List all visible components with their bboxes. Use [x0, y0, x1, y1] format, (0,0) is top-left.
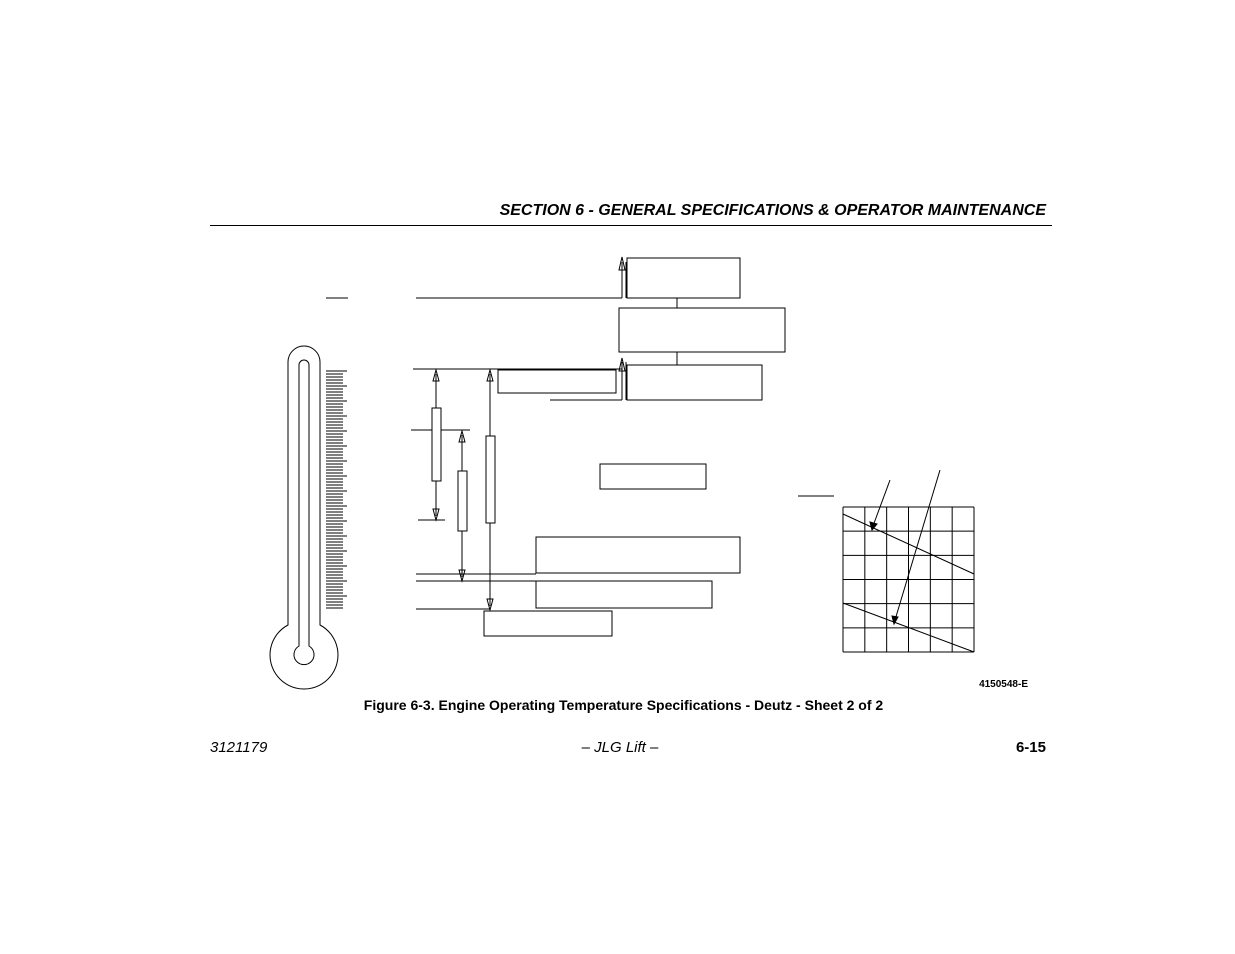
leader-line [873, 480, 890, 526]
label-box [627, 258, 740, 298]
label-box [536, 581, 712, 608]
range-bar [458, 471, 467, 531]
label-box [619, 308, 785, 352]
footer-center: – JLG Lift – [581, 739, 659, 756]
label-box [627, 365, 762, 400]
grid-chart [843, 507, 974, 652]
section-header: SECTION 6 - GENERAL SPECIFICATIONS & OPERATOR MAINTENANCE [499, 202, 1046, 219]
label-box [498, 370, 616, 393]
thermometer-bore [294, 360, 314, 665]
thermometer-scale [326, 371, 347, 608]
label-box [484, 611, 612, 636]
leader-line [895, 470, 940, 620]
label-box [600, 464, 706, 489]
doc-number: 3121179 [210, 739, 268, 756]
label-box [536, 537, 740, 573]
range-bar [432, 408, 441, 481]
page-number: 6-15 [1015, 739, 1046, 756]
range-bar [486, 436, 495, 523]
figure-code: 4150548-E [979, 679, 1028, 690]
figure-caption: Figure 6-3. Engine Operating Temperature Specifications - Deutz - Sheet 2 of 2 [363, 697, 884, 713]
